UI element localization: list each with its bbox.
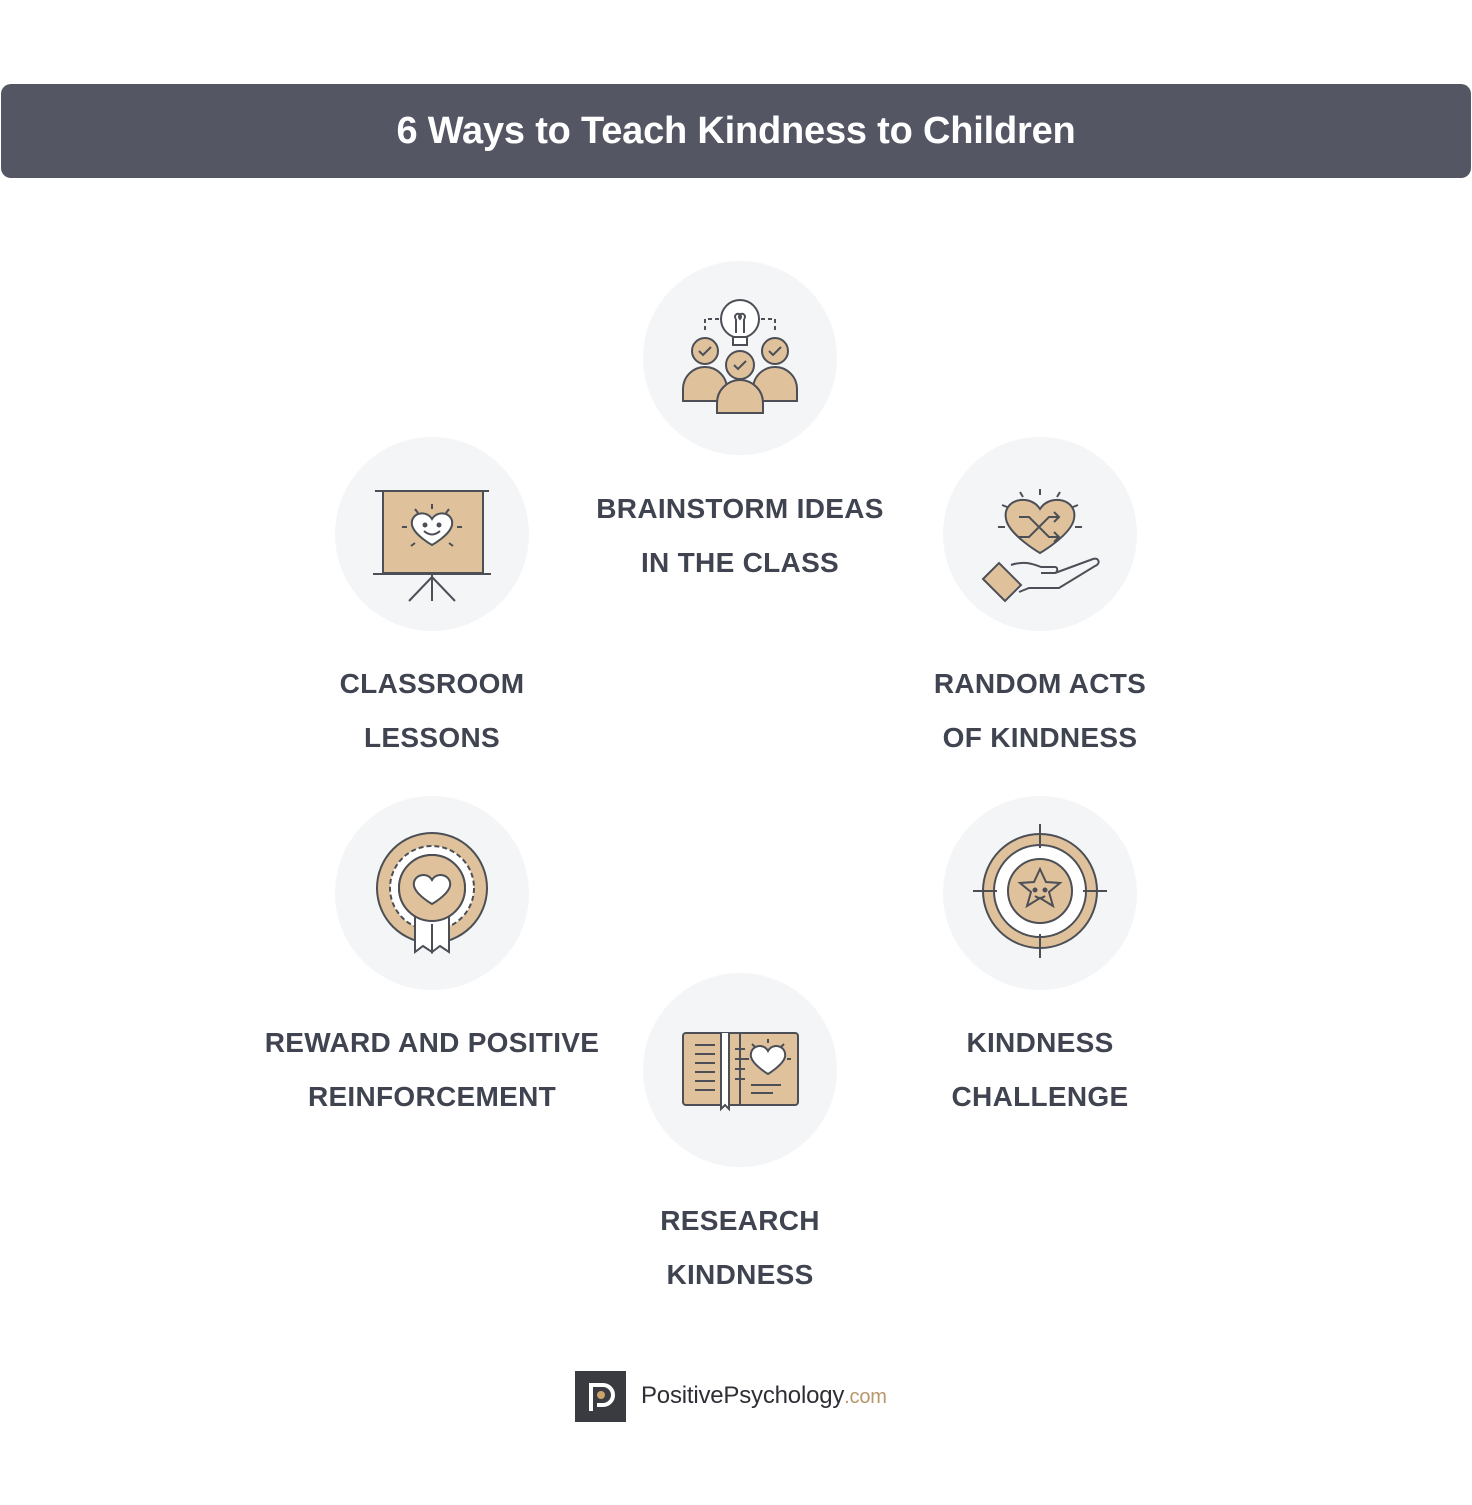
research-label: RESEARCH KINDNESS xyxy=(660,1205,820,1290)
target-star-icon xyxy=(943,796,1137,990)
presentation-board-heart-icon xyxy=(335,437,529,631)
award-badge-icon xyxy=(335,796,529,990)
challenge-circle xyxy=(943,796,1137,990)
logo-wordmark: PositivePsychology.com xyxy=(641,1382,887,1409)
title-banner xyxy=(1,84,1471,178)
logo-mark-icon xyxy=(575,1371,626,1422)
random-acts-circle xyxy=(943,437,1137,631)
hand-heart-icon xyxy=(943,437,1137,631)
brand-logo xyxy=(575,1370,887,1422)
page-title: 6 Ways to Teach Kindness to Children xyxy=(396,109,1076,152)
classroom-circle xyxy=(335,437,529,631)
brainstorm-label: BRAINSTORM IDEAS IN THE CLASS xyxy=(596,493,884,578)
brainstorm-circle xyxy=(643,261,837,455)
reward-label: REWARD AND POSITIVE REINFORCEMENT xyxy=(264,1027,600,1112)
reward-circle xyxy=(335,796,529,990)
open-book-heart-icon xyxy=(643,973,837,1167)
random-acts-label: RANDOM ACTS OF KINDNESS xyxy=(933,668,1147,753)
challenge-label: KINDNESS CHALLENGE xyxy=(951,1027,1129,1112)
team-lightbulb-icon xyxy=(643,261,837,455)
research-circle xyxy=(643,973,837,1167)
classroom-label: CLASSROOM LESSONS xyxy=(339,668,525,753)
